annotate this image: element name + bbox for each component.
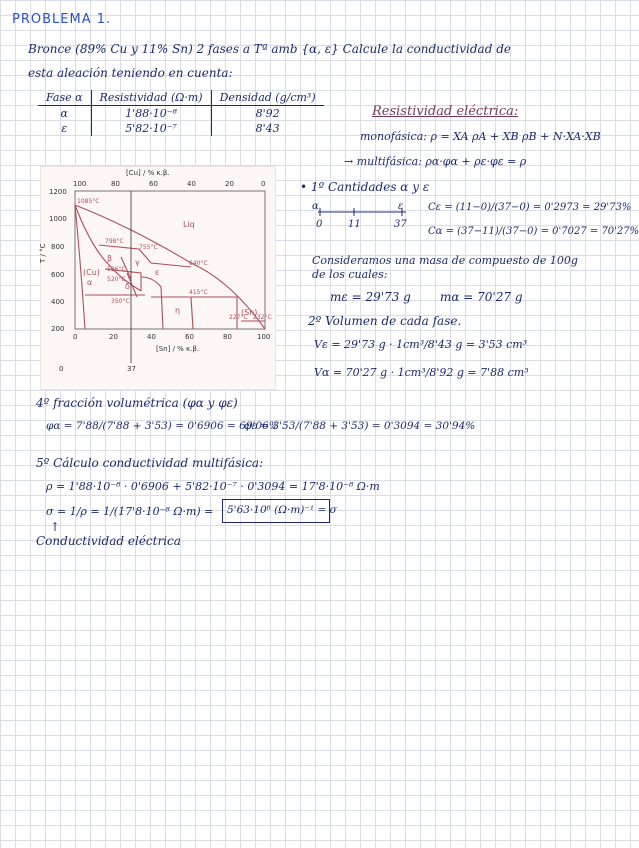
bottom-tick: 0 xyxy=(73,333,78,341)
temp-label: 1085°C xyxy=(77,198,100,205)
resistivity-title: Resistividad eléctrica: xyxy=(372,104,519,119)
mass-alpha: mα = 70'27 g xyxy=(440,290,523,304)
multiphase-formula: → multifásica: ρα·φα + ρε·φε = ρ xyxy=(344,155,527,168)
bottom-tick: 80 xyxy=(223,333,232,341)
table-cell: 8'43 xyxy=(211,121,324,136)
composition-axis xyxy=(310,200,414,230)
temp-label: 755°C xyxy=(139,244,158,251)
y-tick: 1200 xyxy=(49,188,67,196)
step2-title: 2º Volumen de cada fase. xyxy=(308,314,462,328)
conclusion: Conductividad eléctrica xyxy=(36,534,181,548)
step1-title: • 1º Cantidades α y ε xyxy=(300,180,430,194)
y-tick: 600 xyxy=(51,271,65,279)
phase-diagram-svg xyxy=(41,167,275,389)
table-cell: 8'92 xyxy=(211,106,324,122)
table-cell: 5'82·10⁻⁷ xyxy=(91,121,211,136)
top-tick: 100 xyxy=(73,180,87,188)
table-cell: 1'88·10⁻⁸ xyxy=(91,106,211,122)
mass-epsilon: mε = 29'73 g xyxy=(330,290,411,304)
bottom-axis-label: [Sn] / % κ.β. xyxy=(156,345,200,353)
rho-calculation: ρ = 1'88·10⁻⁸ · 0'6906 + 5'82·10⁻⁷ · 0'3094 = 17'8·10⁻⁸ Ω·m xyxy=(46,480,380,493)
properties-table xyxy=(38,90,324,136)
step4-title: 4º fracción volumétrica (φα y φε) xyxy=(36,396,238,410)
axis-tick: 0 xyxy=(316,219,323,230)
table-cell: α xyxy=(60,107,68,120)
y-tick: 400 xyxy=(51,298,65,306)
below-label: 37 xyxy=(127,365,136,373)
y-tick: 800 xyxy=(51,243,65,251)
problem-title: PROBLEMA 1. xyxy=(12,12,112,27)
sigma-result: 5'63·10⁶ (Ω·m)⁻¹ = σ xyxy=(227,504,337,516)
consider-line-2: de los cuales: xyxy=(312,268,388,281)
statement-line-1: Bronce (89% Cu y 11% Sn) 2 fases a Tª amb {α, ε} Calcule la conductividad de xyxy=(28,42,511,56)
temp-label: 350°C xyxy=(111,298,130,305)
phi-epsilon: φε = 3'53/(7'88 + 3'53) = 0'3094 = 30'94% xyxy=(244,420,476,432)
column-header: Densidad (g/cm³) xyxy=(211,90,324,106)
y-tick: 200 xyxy=(51,325,65,333)
consider-line-1: Consideramos una masa de compuesto de 100g xyxy=(312,254,578,267)
table-row xyxy=(38,106,324,122)
temp-label: 227°C xyxy=(229,314,248,321)
region-label: (Sn) xyxy=(241,308,258,317)
temp-label: 415°C xyxy=(189,289,208,296)
top-axis-label: [Cu] / % κ.β. xyxy=(126,169,170,177)
region-label: α xyxy=(87,278,93,287)
axis-label-alpha: α xyxy=(312,201,319,212)
volume-epsilon: Vε = 29'73 g · 1cm³/8'43 g = 3'53 cm³ xyxy=(314,338,528,351)
region-label: Liq xyxy=(183,220,195,229)
region-label: δ xyxy=(125,282,130,291)
region-label: β xyxy=(107,254,113,263)
monophase-formula: monofásica: ρ = XA ρA + XB ρB + N·XA·XB xyxy=(360,130,601,143)
table-cell: ε xyxy=(61,122,68,135)
up-arrow-icon: ↑ xyxy=(50,520,61,534)
temp-label: 640°C xyxy=(189,260,208,267)
axis-label-epsilon: ε xyxy=(398,201,404,212)
temp-label: 232°C xyxy=(253,314,272,321)
top-tick: 60 xyxy=(149,180,158,188)
region-label: γ xyxy=(135,258,140,267)
top-tick: 40 xyxy=(187,180,196,188)
phase-diagram xyxy=(40,166,276,390)
column-header: Fase α xyxy=(38,90,91,106)
y-axis-label: T / °C xyxy=(39,243,47,263)
bottom-tick: 40 xyxy=(147,333,156,341)
sigma-calculation: σ = 1/ρ = 1/(17'8·10⁻⁸ Ω·m) = xyxy=(46,505,214,518)
region-label: η xyxy=(175,306,181,315)
region-label: ε xyxy=(155,268,160,277)
axis-tick: 37 xyxy=(394,219,407,230)
c-alpha-formula: Cα = (37−11)/(37−0) = 0'7027 = 70'27% xyxy=(428,226,639,237)
column-header: Resistividad (Ω·m) xyxy=(91,90,211,106)
statement-line-2: esta aleación teniendo en cuenta: xyxy=(28,66,233,80)
below-label: 0 xyxy=(59,365,64,373)
axis-tick: 11 xyxy=(348,219,361,230)
top-tick: 0 xyxy=(261,180,266,188)
temp-label: 798°C xyxy=(105,238,124,245)
result-box xyxy=(222,499,337,523)
top-tick: 20 xyxy=(225,180,234,188)
step5-title: 5º Cálculo conductividad multifásica: xyxy=(36,456,264,470)
c-epsilon-formula: Cε = (11−0)/(37−0) = 0'2973 = 29'73% xyxy=(428,202,632,213)
bottom-tick: 100 xyxy=(257,333,271,341)
y-tick: 1000 xyxy=(49,215,67,223)
bottom-tick: 60 xyxy=(185,333,194,341)
temp-label: 520°C xyxy=(107,276,126,283)
phase-boundaries xyxy=(75,205,265,329)
volume-alpha: Vα = 70'27 g · 1cm³/8'92 g = 7'88 cm³ xyxy=(314,366,529,379)
top-tick: 80 xyxy=(111,180,120,188)
table-row xyxy=(38,121,324,136)
temp-label: 586°C xyxy=(107,266,126,273)
region-label: (Cu) xyxy=(83,268,100,277)
bottom-tick: 20 xyxy=(109,333,118,341)
phi-alpha: φα = 7'88/(7'88 + 3'53) = 0'6906 = 69'06% xyxy=(46,420,279,432)
table-header-row xyxy=(38,90,324,106)
